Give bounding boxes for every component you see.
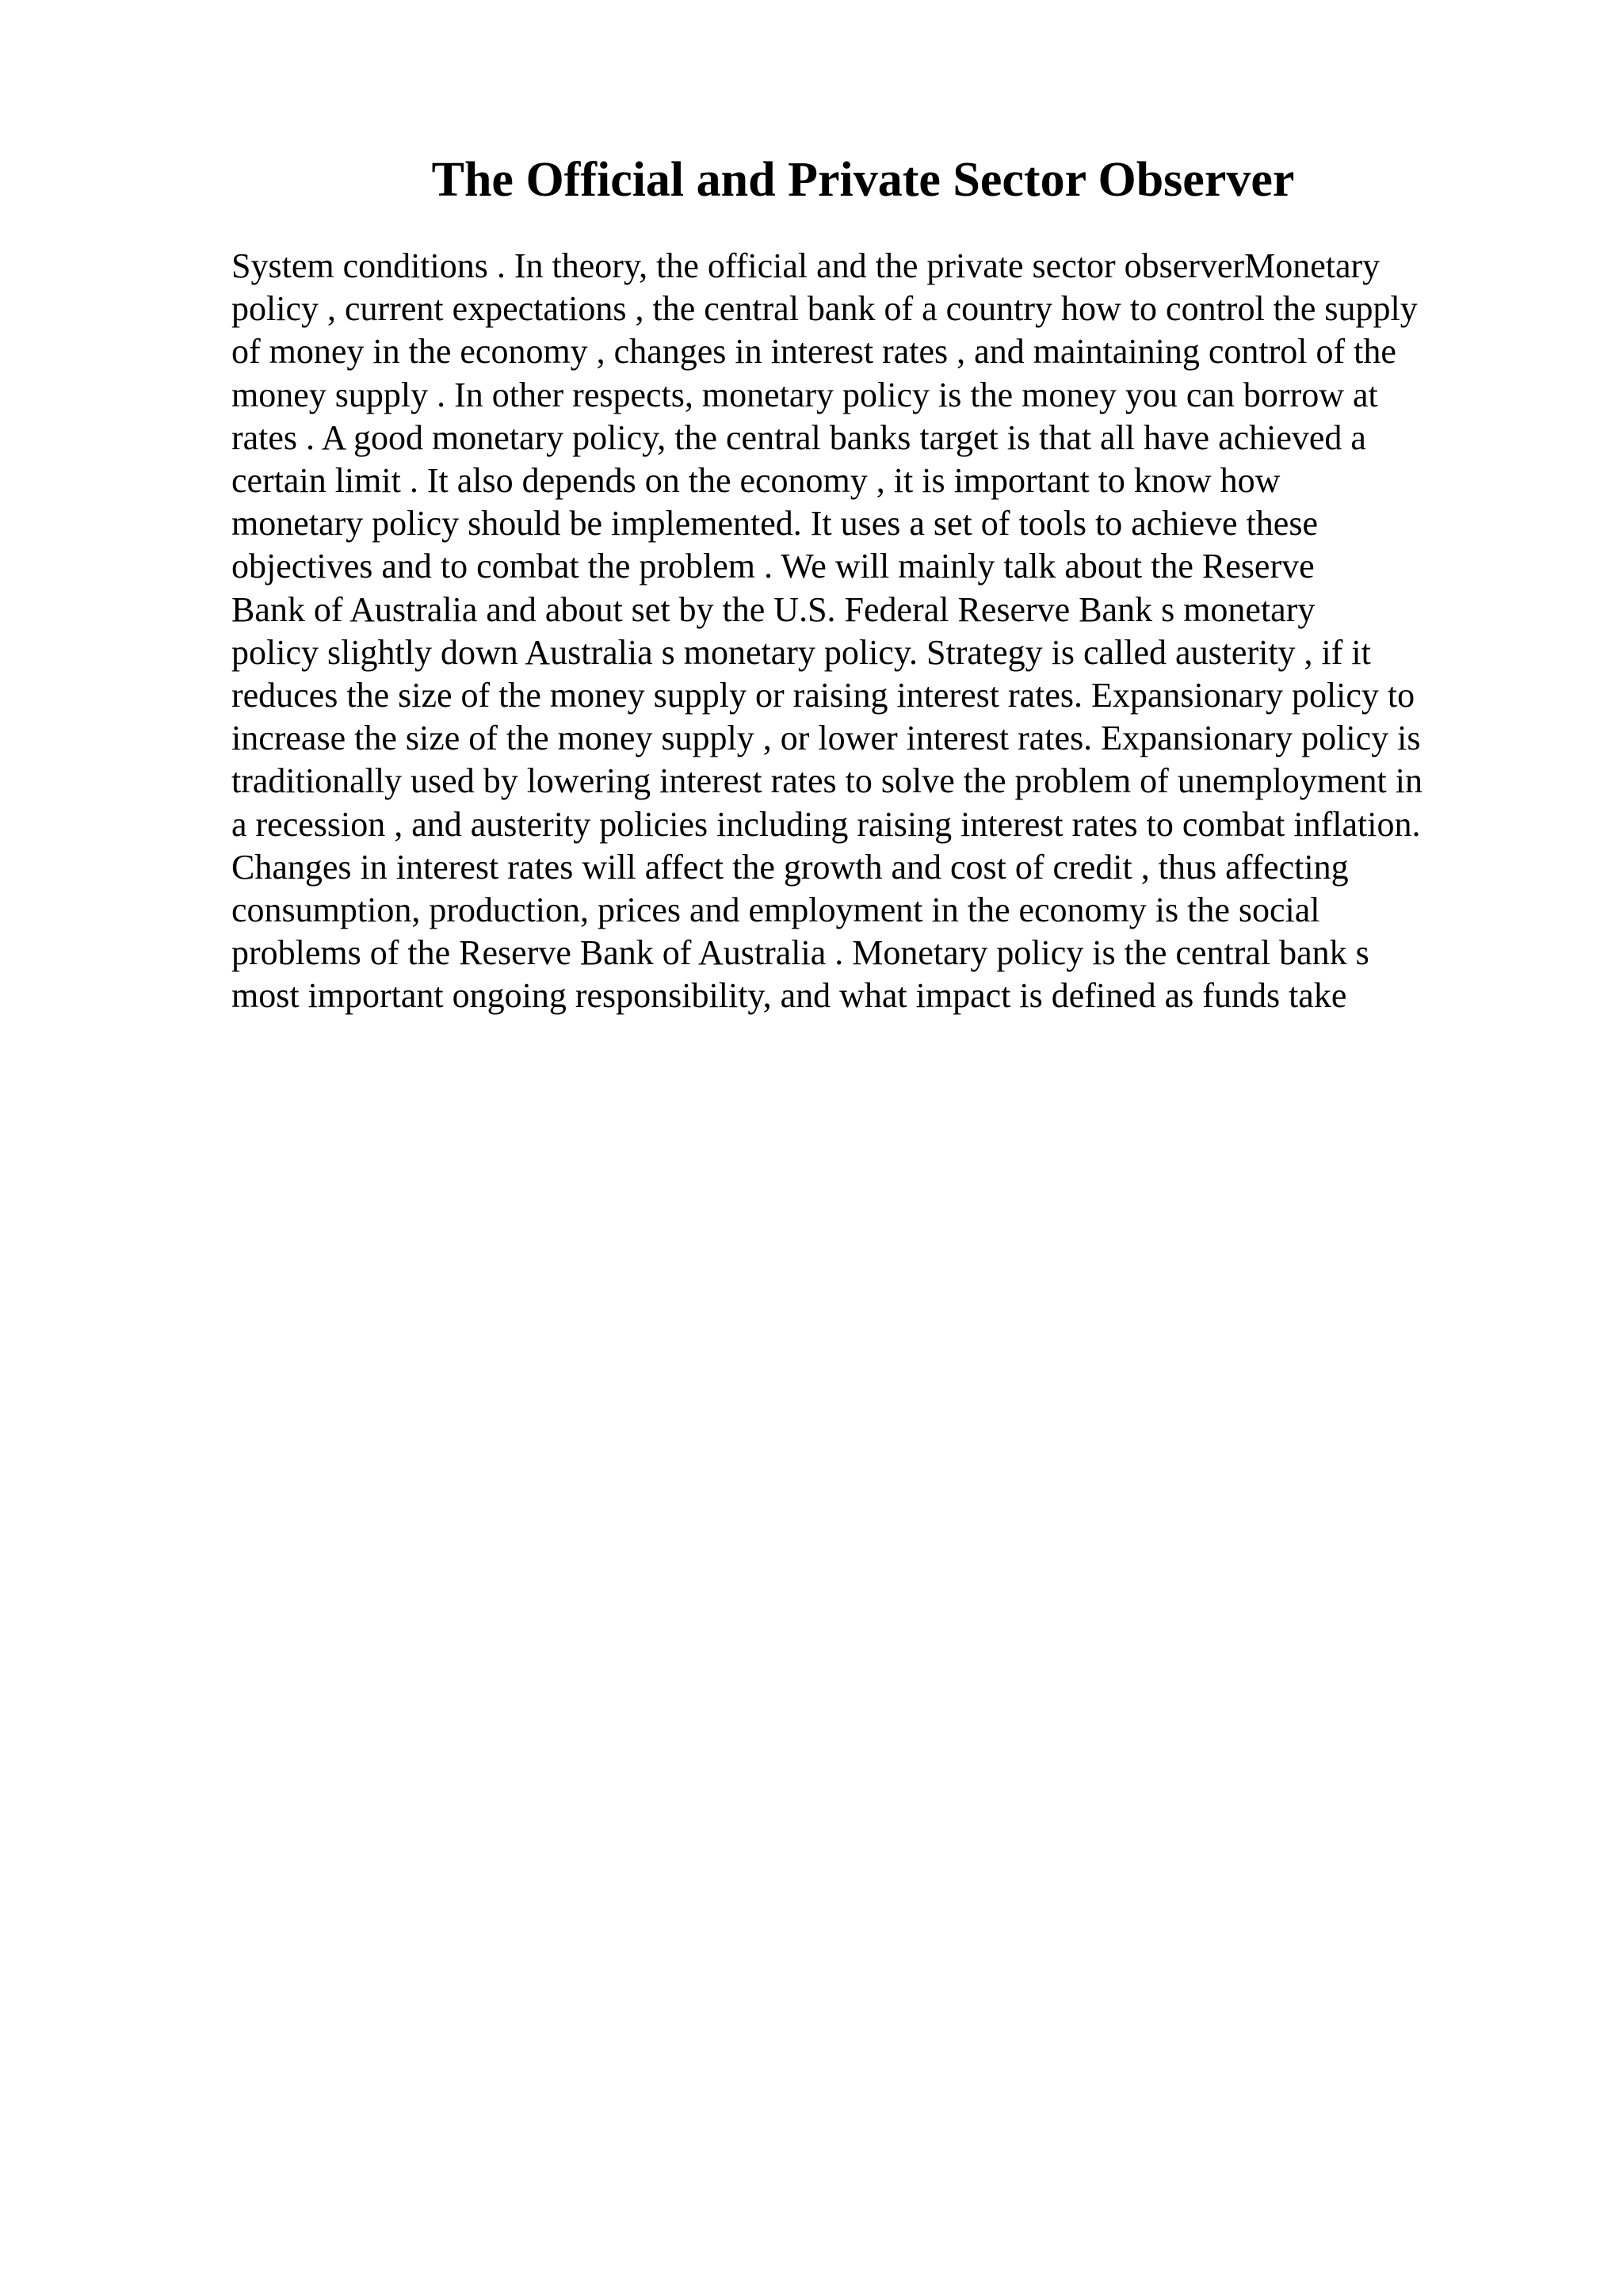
text-line: monetary policy should be implemented. It uses a set of tools to achieve these [231,504,1318,543]
text-line: policy slightly down Australia s monetary policy. Strategy is called austerity , if it [231,632,1371,672]
text-line: certain limit . It also depends on the economy , it is important to know how [231,461,1281,501]
text-line: most important ongoing responsibility, and what impact is defined as funds take [231,976,1347,1016]
text-line: increase the size of the money supply , or lower interest rates. Expansionary policy is [231,719,1421,758]
document-title: The Official and Private Sector Observer [431,153,1295,207]
text-line: consumption, production, prices and employment in the economy is the social [231,891,1320,930]
text-line: policy , current expectations , the central bank of a country how to control the supply [231,289,1418,329]
text-line: of money in the economy , changes in interest rates , and maintaining control of the [231,332,1396,372]
text-line: money supply . In other respects, monetary policy is the money you can borrow at [231,375,1378,414]
text-line: traditionally used by lowering interest rates to solve the problem of unemployment in [231,761,1423,801]
text-line: Changes in interest rates will affect the growth and cost of credit , thus affecting [231,847,1349,887]
text-line: reduces the size of the money supply or raising interest rates. Expansionary policy to [231,676,1415,715]
body-paragraph [231,245,1515,1018]
text-line: objectives and to combat the problem . We will mainly talk about the Reserve [231,547,1315,586]
text-line: problems of the Reserve Bank of Australia . Monetary policy is the central bank s [231,933,1369,973]
text-line: a recession , and austerity policies including raising interest rates to combat inflation. [231,804,1421,844]
text-line: rates . A good monetary policy, the central banks target is that all have achieved a [231,418,1366,457]
text-line: System conditions . In theory, the official and the private sector observerMonetary [231,246,1381,285]
text-line: Bank of Australia and about set by the U.S. Federal Reserve Bank s monetary [231,589,1316,629]
